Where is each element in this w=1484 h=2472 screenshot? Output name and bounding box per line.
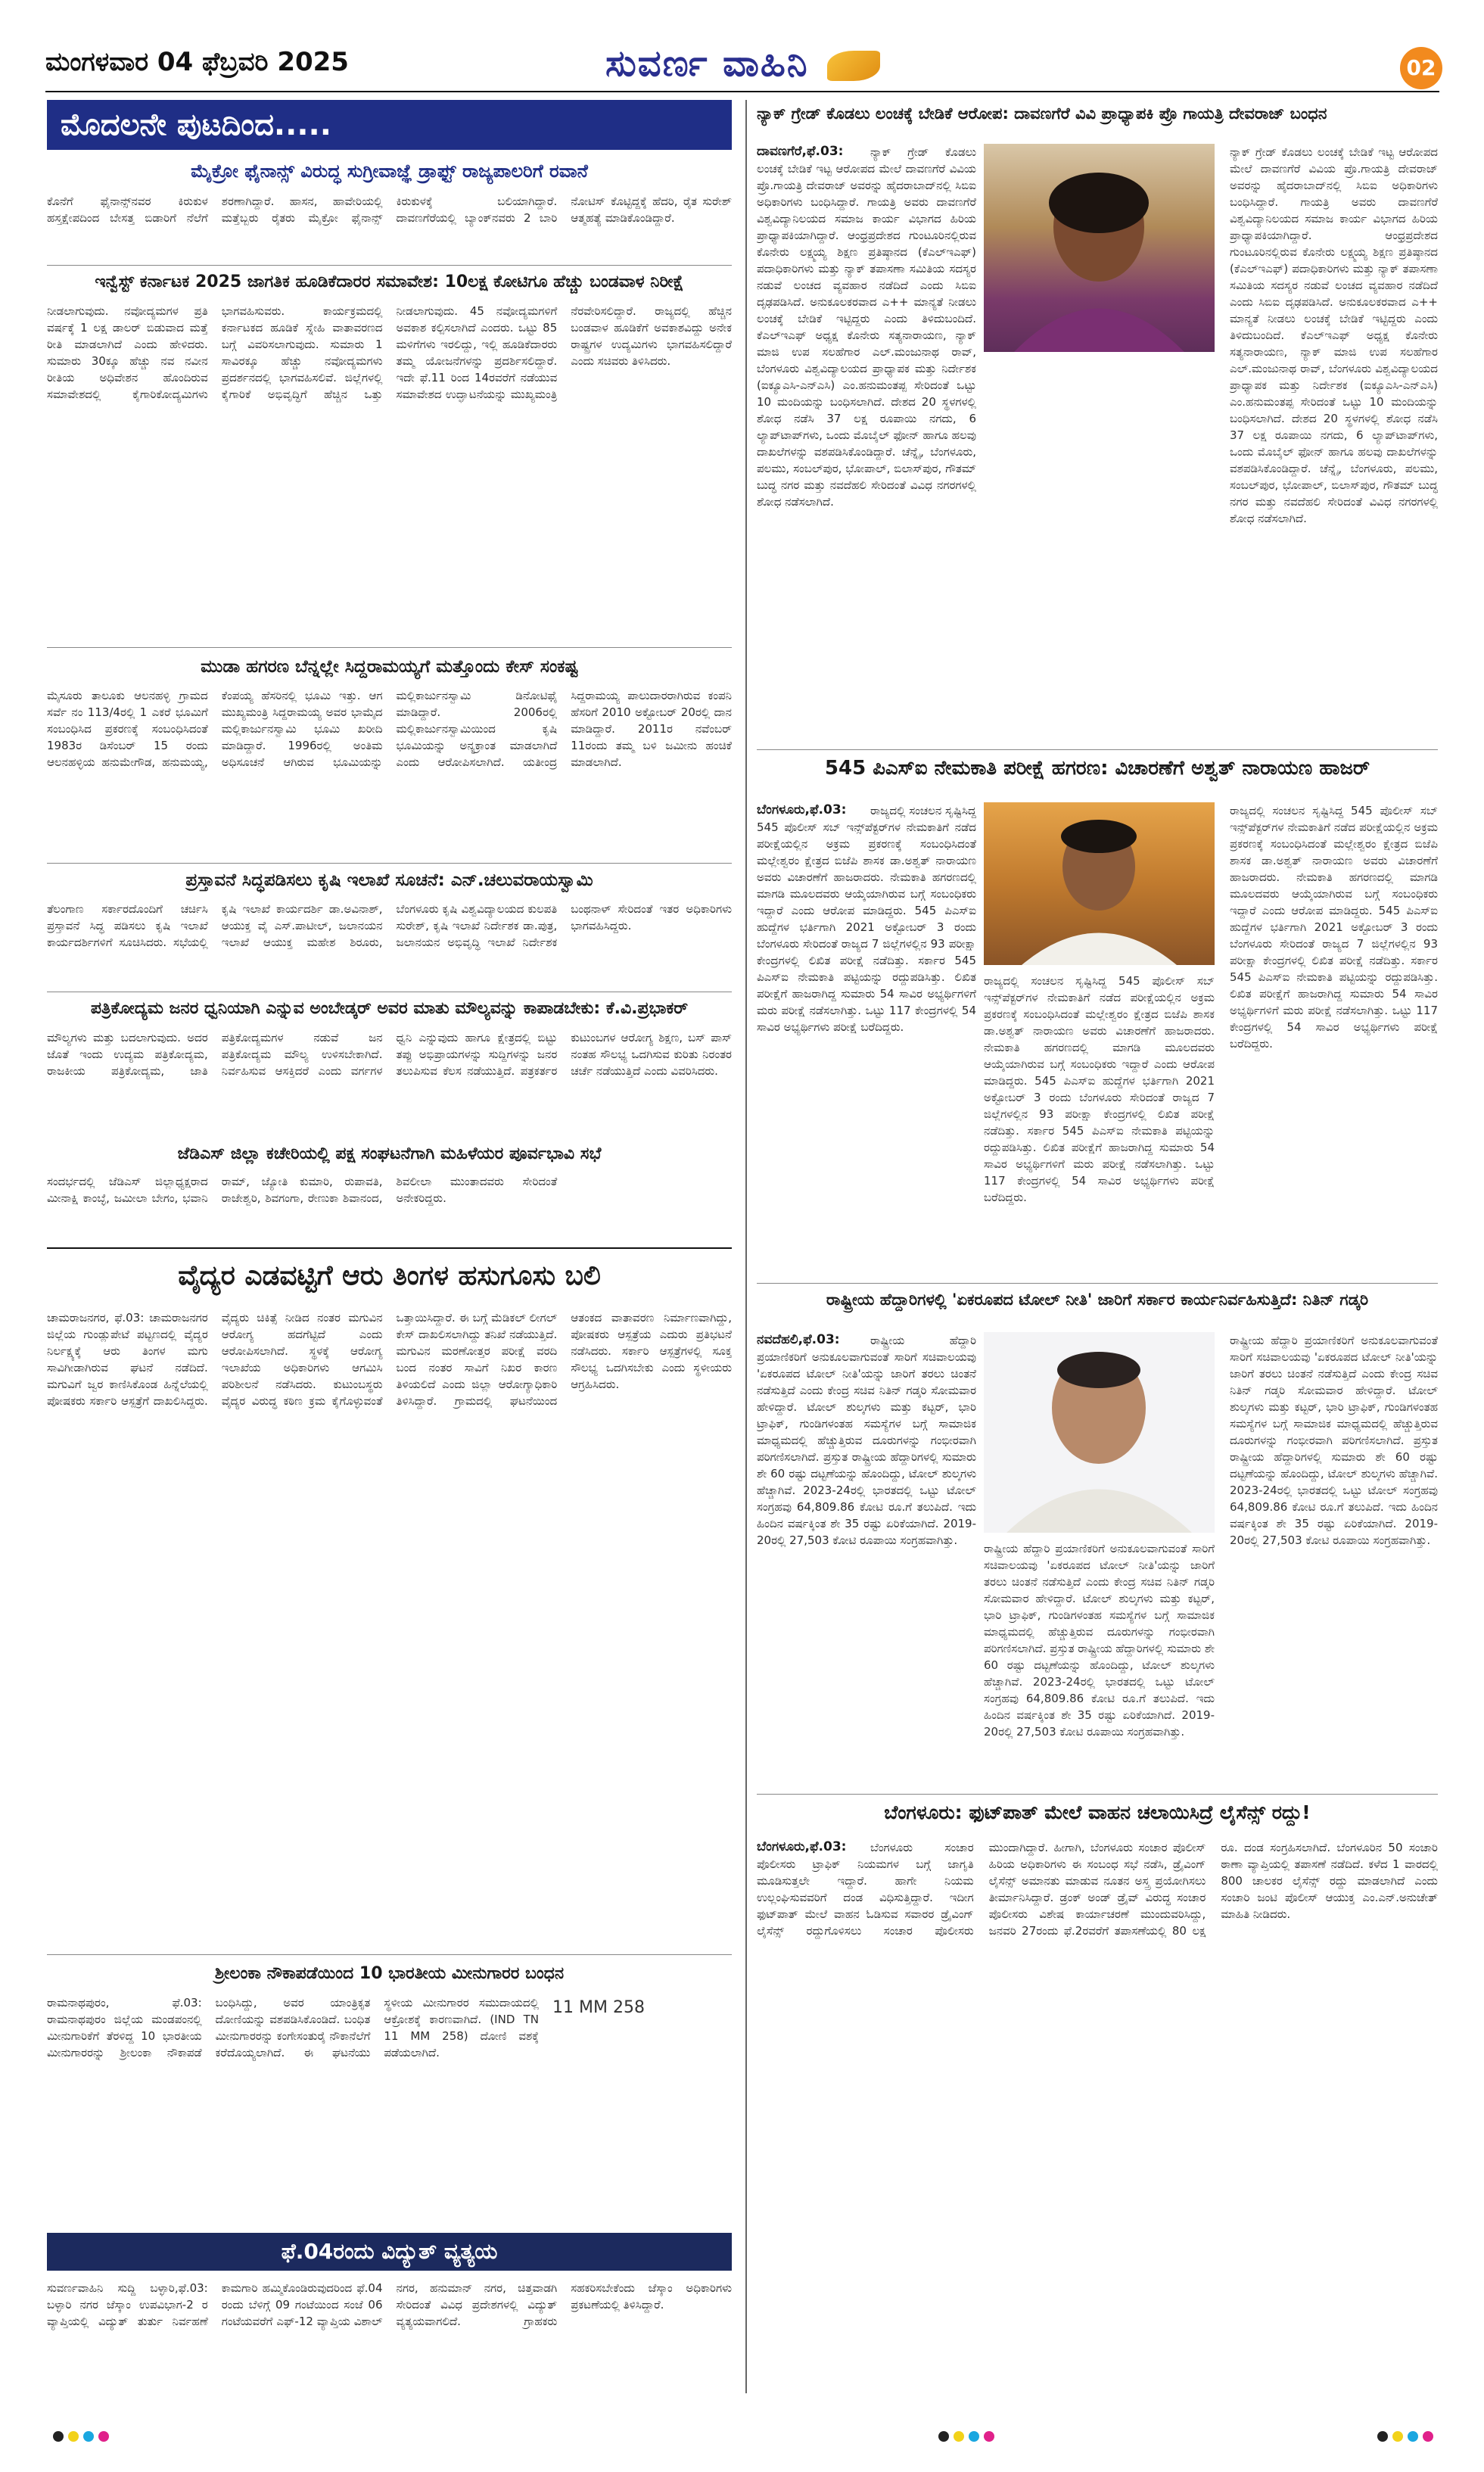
minister-photo (984, 1332, 1215, 1533)
black-dot-icon (1377, 2431, 1388, 2442)
yellow-dot-icon (68, 2431, 79, 2442)
page-number: 02 (1400, 47, 1442, 89)
section-banner: ಮೊದಲನೇ ಪುಟದಿಂದ..... (47, 100, 732, 150)
story-body: ನೀಡಲಾಗುವುದು. ನವೋದ್ಯಮಗಳ ಪ್ರತಿ ವರ್ಷಕ್ಕೆ 1 ಲಕ್ಷ ಡಾಲರ್ ಬಿಡುವಾದ ಮತ್ತೆ ರೀತಿ ಮಾಡಲಾಗಿದೆ ಎಂದು ಹೇಳಿದರು. ಸುಮಾರು 30ಕ್ಕೂ ಹೆಚ್ಚು ನವ ನವೀನ ರೀತಿಯ ಅಧಿವೇಶನ ಹೊಂದಿರುವ ಸಮಾವೇಶದಲ್ಲಿ ಕೈಗಾರಿಕೋದ್ಯಮಿಗಳು ಭಾಗವಹಿಸುವರು. ಕಾರ್ಯಕ್ರಮದಲ್ಲಿ ಕರ್ನಾಟಕದ ಹೂಡಿಕೆ ಸ್ನೇಹಿ ವಾತಾವರಣದ ಬಗ್ಗೆ ವಿವರಿಸಲಾಗುವುದು. ಸುಮಾರು 1 ಸಾವಿರಕ್ಕೂ ಹೆಚ್ಚು ನವೋದ್ಯಮಗಳು ಪ್ರದರ್ಶನದಲ್ಲಿ ಭಾಗವಹಿಸಲಿವೆ. ಜಿಲ್ಲೆಗಳಲ್ಲಿ ಕೈಗಾರಿಕೆ ಅಭಿವೃದ್ಧಿಗೆ ಹೆಚ್ಚಿನ ಒತ್ತು ನೀಡಲಾಗುವುದು. 45 ನವೋದ್ಯಮಗಳಿಗೆ ಅವಕಾಶ ಕಲ್ಪಿಸಲಾಗಿದೆ ಎಂದರು. ಒಟ್ಟು 85 ಮಳಿಗೆಗಳು ಇರಲಿದ್ದು, ಇಲ್ಲಿ ಹೂಡಿಕೆದಾರರು ತಮ್ಮ ಯೋಜನೆಗಳನ್ನು ಪ್ರದರ್ಶಿಸಲಿದ್ದಾರೆ. ಇದೇ ಫೆ.11 ರಿಂದ 14ರವರೆಗೆ ನಡೆಯುವ ಸಮಾವೇಶದ ಉದ್ಘಾಟನೆಯನ್ನು ಮುಖ್ಯಮಂತ್ರಿ ನೆರವೇರಿಸಲಿದ್ದಾರೆ. ರಾಜ್ಯದಲ್ಲಿ ಹೆಚ್ಚಿನ ಬಂಡವಾಳ ಹೂಡಿಕೆಗೆ ಅವಕಾಶವಿದ್ದು ಅನೇಕ ರಾಷ್ಟ್ರಗಳ ಉದ್ಯಮಿಗಳು ಭಾಗವಹಿಸಲಿದ್ದಾರೆ ಎಂದು ಸಚಿವರು ತಿಳಿಸಿದರು. (47, 304, 732, 401)
story-body: ರಾಮನಾಥಪುರಂ, ಫೆ.03: ರಾಮನಾಥಪುರಂ ಜಿಲ್ಲೆಯ ಮಂಡಪಂನಲ್ಲಿ ಮೀನುಗಾರಿಕೆಗೆ ತೆರಳಿದ್ದ 10 ಭಾರತೀಯ ಮೀನುಗಾರರನ್ನು ಶ್ರೀಲಂಕಾ ನೌಕಾಪಡೆ ಬಂಧಿಸಿದ್ದು, ಅವರ ಯಾಂತ್ರಿಕೃತ ದೋಣಿಯನ್ನು ವಶಪಡಿಸಿಕೊಂಡಿದೆ. ಬಂಧಿತ ಮೀನುಗಾರರನ್ನು ಕಂಗೇಸಂತುರೈ ನೌಕಾನೆಲೆಗೆ ಕರೆದೊಯ್ಯಲಾಗಿದೆ. ಈ ಘಟನೆಯು ಸ್ಥಳೀಯ ಮೀನುಗಾರರ ಸಮುದಾಯದಲ್ಲಿ ಆಕ್ರೋಶಕ್ಕೆ ಕಾರಣವಾಗಿದೆ. (IND TN 11 MM 258) ದೋಣಿ ವಶಕ್ಕೆ ಪಡೆಯಲಾಗಿದೆ. (47, 1996, 539, 2059)
portrait-figure-icon (984, 802, 1215, 965)
story-headline: ಶ್ರೀಲಂಕಾ ನೌಕಾಪಡೆಯಿಂದ 10 ಭಾರತೀಯ ಮೀನುಗಾರರ ಬಂಧನ (214, 1964, 565, 1983)
story-body: ಮೈಸೂರು ತಾಲೂಕು ಆಲನಹಳ್ಳಿ ಗ್ರಾಮದ ಸರ್ವೆ ನಂ 113/4ರಲ್ಲಿ 1 ಎಕರೆ ಭೂಮಿಗೆ ಸಂಬಂಧಿಸಿದ ಪ್ರಕರಣಕ್ಕೆ ಸಂಬಂಧಿಸಿದಂತೆ 1983ರ ಡಿಸೆಂಬರ್ 15 ರಂದು ಆಲನಹಳ್ಳಿಯ ಹನುಮೇಗೌಡ, ಹನುಮಯ್ಯ, ಕೆಂಪಯ್ಯ ಹೆಸರಿನಲ್ಲಿ ಭೂಮಿ ಇತ್ತು. ಆಗ ಮುಖ್ಯಮಂತ್ರಿ ಸಿದ್ದರಾಮಯ್ಯ ಅವರ ಭಾಮೈದ ಮಲ್ಲಿಕಾರ್ಜುನಸ್ವಾಮಿ ಭೂಮಿ ಖರೀದಿ ಮಾಡಿದ್ದಾರೆ. 1996ರಲ್ಲಿ ಅಂತಿಮ ಅಧಿಸೂಚನೆ ಆಗಿರುವ ಭೂಮಿಯನ್ನು ಮಲ್ಲಿಕಾರ್ಜುನಸ್ವಾಮಿ ಡಿನೋಟಿಫೈ ಮಾಡಿದ್ದಾರೆ. 2006ರಲ್ಲಿ ಮಲ್ಲಿಕಾರ್ಜುನಸ್ವಾಮಿಯಿಂದ ಕೃಷಿ ಭೂಮಿಯನ್ನು ಅನ್ಯಕ್ರಾಂತ ಮಾಡಲಾಗಿದೆ ಎಂದು ಆರೋಪಿಸಲಾಗಿದೆ. ಯತೀಂದ್ರ ಸಿದ್ದರಾಮಯ್ಯ ಪಾಲುದಾರರಾಗಿರುವ ಕಂಪನಿ ಹೆಸರಿಗೆ 2010 ಅಕ್ಟೋಬರ್ 20ರಲ್ಲಿ ದಾನ ಮಾಡಿದ್ದಾರೆ. 2011ರ ನವೆಂಬರ್ 11ರಂದು ತಮ್ಮ ಬಳಿ ಜಮೀನು ಹಂಚಿಕೆ ಮಾಡಲಾಗಿದೆ. (47, 689, 732, 769)
story-body: ತೆಲಂಗಾಣ ಸರ್ಕಾರದೊಂದಿಗೆ ಚರ್ಚಿಸಿ ಪ್ರಸ್ತಾವನೆ ಸಿದ್ಧ ಪಡಿಸಲು ಕೃಷಿ ಇಲಾಖೆ ಕಾರ್ಯದರ್ಶಿಗಳಿಗೆ ಸೂಚಿಸಿದರು. ಸಭೆಯಲ್ಲಿ ಕೃಷಿ ಇಲಾಖೆ ಕಾರ್ಯದರ್ಶಿ ಡಾ.ಅವಿನಾಶ್, ಆಯುಕ್ತ ವೈ ಎಸ್.ಪಾಟೀಲ್, ಜಲಾನಯನ ಇಲಾಖೆ ಆಯುಕ್ತ ಮಹೇಶ ಶಿರೂರು, ಬೆಂಗಳೂರು ಕೃಷಿ ವಿಶ್ವವಿದ್ಯಾಲಯದ ಕುಲಪತಿ ಸುರೇಶ್, ಕೃಷಿ ಇಲಾಖೆ ನಿರ್ದೇಶಕ ಡಾ.ಪುತ್ರ, ಜಲಾನಯನ ಅಭಿವೃದ್ಧಿ ಇಲಾಖೆ ನಿರ್ದೇಶಕ ಬಂಥನಾಳ್ ಸೇರಿದಂತೆ ಇತರ ಅಧಿಕಾರಿಗಳು ಭಾಗವಹಿಸಿದ್ದರು. (47, 902, 732, 949)
yellow-dot-icon (1392, 2431, 1403, 2442)
story-body-continued: ರಾಜ್ಯದಲ್ಲಿ ಸಂಚಲನ ಸೃಷ್ಟಿಸಿದ್ದ 545 ಪೊಲೀಸ್ ಸಬ್ ಇನ್ಸ್‌ಪೆಕ್ಟರ್‌ಗಳ ನೇಮಕಾತಿಗೆ ನಡೆದ ಪರೀಕ್ಷೆಯಲ್ಲಿನ ಅಕ್ರಮ ಪ್ರಕರಣಕ್ಕೆ ಸಂಬಂಧಿಸಿದಂತೆ ಮಲ್ಲೇಶ್ವರಂ ಕ್ಷೇತ್ರದ ಬಿಜೆಪಿ ಶಾಸಕ ಡಾ.ಅಶ್ವತ್ ನಾರಾಯಣ ಅವರು ವಿಚಾರಣೆಗೆ ಹಾಜರಾದರು. ನೇಮಕಾತಿ ಹಗರಣದಲ್ಲಿ ಮಾಗಡಿ ಮೂಲದವರು ಆಯ್ಕೆಯಾಗಿರುವ ಬಗ್ಗೆ ಸಂಬಂಧಿಕರು ಇದ್ದಾರೆ ಎಂದು ಆರೋಪ ಮಾಡಿದ್ದರು. 545 ಪಿಎಸ್‌ಐ ಹುದ್ದೆಗಳ ಭರ್ತಿಗಾಗಿ 2021 ಅಕ್ಟೋಬರ್ 3 ರಂದು ಬೆಂಗಳೂರು ಸೇರಿದಂತೆ ರಾಜ್ಯದ 7 ಜಿಲ್ಲೆಗಳಲ್ಲಿನ 93 ಪರೀಕ್ಷಾ ಕೇಂದ್ರಗಳಲ್ಲಿ ಲಿಖಿತ ಪರೀಕ್ಷೆ ನಡೆದಿತ್ತು. ಸರ್ಕಾರ 545 ಪಿಎಸ್‌ಐ ನೇಮಕಾತಿ ಪಟ್ಟಿಯನ್ನು ರದ್ದುಪಡಿಸಿತ್ತು. ಲಿಖಿತ ಪರೀಕ್ಷೆಗೆ ಹಾಜರಾಗಿದ್ದ ಸುಮಾರು 54 ಸಾವಿರ ಅಭ್ಯರ್ಥಿಗಳಿಗೆ ಮರು ಪರೀಕ್ಷೆ ನಡೆಸಲಾಗಿತ್ತು. ಒಟ್ಟು 117 ಕೇಂದ್ರಗಳಲ್ಲಿ 54 ಸಾವಿರ ಅಭ್ಯರ್ಥಿಗಳು ಪರೀಕ್ಷೆ ಬರೆದಿದ್ದರು. (1230, 804, 1438, 1051)
black-dot-icon (53, 2431, 64, 2442)
cyan-dot-icon (1408, 2431, 1418, 2442)
registration-marks (938, 2431, 994, 2442)
story-body: ಸುವರ್ಣವಾಹಿನಿ ಸುದ್ದಿ ಬಳ್ಳಾರಿ,ಫೆ.03: ಬಳ್ಳಾರಿ ನಗರ ಜೆಸ್ಕಾಂ ಉಪವಿಭಾಗ-2 ರ ವ್ಯಾಪ್ತಿಯಲ್ಲಿ ವಿದ್ಯುತ್ ತುರ್ತು ನಿರ್ವಹಣೆ ಕಾಮಗಾರಿ ಹಮ್ಮಿಕೊಂಡಿರುವುದರಿಂದ ಫೆ.04 ರಂದು ಬೆಳಿಗ್ಗೆ 09 ಗಂಟೆಯಿಂದ ಸಂಜೆ 06 ಗಂಟೆಯವರೆಗೆ ಎಫ್-12 ವ್ಯಾಪ್ತಿಯ ವಿಶಾಲ್ ನಗರ, ಹನುಮಾನ್ ನಗರ, ಚಿತ್ತವಾಡಗಿ ಸೇರಿದಂತೆ ವಿವಿಧ ಪ್ರದೇಶಗಳಲ್ಲಿ ವಿದ್ಯುತ್ ವ್ಯತ್ಯಯವಾಗಲಿದೆ. ಗ್ರಾಹಕರು ಸಹಕರಿಸಬೇಕೆಂದು ಜೆಸ್ಕಾಂ ಅಧಿಕಾರಿಗಳು ಪ್ರಕಟಣೆಯಲ್ಲಿ ತಿಳಿಸಿದ್ದಾರೆ. (47, 2281, 732, 2328)
magenta-dot-icon (98, 2431, 109, 2442)
dateline: ಬೆಂಗಳೂರು,ಫೆ.03: (757, 1839, 847, 1854)
dateline: ದಾವಣಗೆರೆ,ಫೆ.03: (757, 144, 844, 159)
divider (47, 265, 732, 266)
story-body: ಬೆಂಗಳೂರು ಸಂಚಾರ ಪೊಲೀಸರು ಟ್ರಾಫಿಕ್ ನಿಯಮಗಳ ಬಗ್ಗೆ ಜಾಗೃತಿ ಮೂಡಿಸುತ್ತಲೇ ಇದ್ದಾರೆ. ಹಾಗೇ ನಿಯಮ ಉಲ್ಲಂಘಿಸುವವರಿಗೆ ದಂಡ ವಿಧಿಸುತ್ತಿದ್ದಾರೆ. ಇದೀಗ ಫುಟ್‌ಪಾತ್ ಮೇಲೆ ವಾಹನ ಓಡಿಸುವ ಸವಾರರ ಡ್ರೈವಿಂಗ್ ಲೈಸೆನ್ಸ್ ರದ್ದುಗೊಳಿಸಲು ಸಂಚಾರ ಪೊಲೀಸರು ಮುಂದಾಗಿದ್ದಾರೆ. ಹೀಗಾಗಿ, ಬೆಂಗಳೂರು ಸಂಚಾರ ಪೊಲೀಸ್ ಹಿರಿಯ ಅಧಿಕಾರಿಗಳು ಈ ಸಂಬಂಧ ಸಭೆ ನಡೆಸಿ, ಡ್ರೈವಿಂಗ್ ಲೈಸೆನ್ಸ್ ಅಮಾನತು ಮಾಡುವ ನೂತನ ಅಸ್ತ್ರ ಪ್ರಯೋಗಿಸಲು ತೀರ್ಮಾನಿಸಿದ್ದಾರೆ. ಡ್ರಂಕ್ ಅಂಡ್ ಡ್ರೈವ್ ವಿರುದ್ಧ ಸಂಚಾರ ಪೊಲೀಸರು ವಿಶೇಷ ಕಾರ್ಯಾಚರಣೆ ಮುಂದುವರಿಸಿದ್ದು, ಜನವರಿ 27ರಂದು ಫೆ.2ರವರೆಗೆ ತಪಾಸಣೆಯಲ್ಲಿ 80 ಲಕ್ಷ ರೂ. ದಂಡ ಸಂಗ್ರಹಿಸಲಾಗಿದೆ. ಬೆಂಗಳೂರಿನ 50 ಸಂಚಾರಿ ಠಾಣಾ ವ್ಯಾಪ್ತಿಯಲ್ಲಿ ತಪಾಸಣೆ ನಡೆದಿದೆ. ಕಳೆದ 1 ವಾರದಲ್ಲಿ 800 ಚಾಲಕರ ಲೈಸೆನ್ಸ್ ರದ್ದು ಮಾಡಲಾಗಿದೆ ಎಂದು ಸಂಚಾರಿ ಜಂಟಿ ಪೊಲೀಸ್ ಆಯುಕ್ತ ಎಂ.ಎನ್.ಅನುಚೇತ್ ಮಾಹಿತಿ ನೀಡಿದರು. (757, 1841, 1438, 1938)
magenta-dot-icon (984, 2431, 994, 2442)
story-body: ಕೊನೆಗೆ ಫೈನಾನ್ಸ್‌ನವರ ಕಿರುಕುಳ ಹಸ್ತಕ್ಷೇಪದಿಂದ ಬೇಸತ್ತ ಬಿಡಾರಿಗೆ ನೆಲೆಗೆ ಶರಣಾಗಿದ್ದಾರೆ. ಹಾಸನ, ಹಾವೇರಿಯಲ್ಲಿ ಮತ್ತೆಬ್ಬರು ರೈತರು ಮೈಕ್ರೋ ಫೈನಾನ್ಸ್ ಕಿರುಕುಳಕ್ಕೆ ಬಲಿಯಾಗಿದ್ದಾರೆ. ದಾವಣಗೆರೆಯಲ್ಲಿ ಬ್ಯಾಂಕ್‌ನವರು 2 ಬಾರಿ ನೋಟಿಸ್ ಕೊಟ್ಟಿದ್ದಕ್ಕೆ ಹೆದರಿ, ರೈತ ಸುರೇಶ್ ಆತ್ಮಹತ್ಯೆ ಮಾಡಿಕೊಂಡಿದ್ದಾರೆ. (47, 195, 732, 225)
header-rule (45, 91, 1439, 92)
magenta-dot-icon (1423, 2431, 1433, 2442)
divider (757, 749, 1438, 750)
story-body: ಚಾಮರಾಜನಗರ, ಫೆ.03: ಚಾಮರಾಜನಗರ ಜಿಲ್ಲೆಯ ಗುಂಡ್ಲುಪೇಟೆ ಪಟ್ಟಣದಲ್ಲಿ ವೈದ್ಯರ ನಿರ್ಲಕ್ಷ್ಯಕ್ಕೆ ಆರು ತಿಂಗಳ ಮಗು ಸಾವಿಗೀಡಾಗಿರುವ ಘಟನೆ ನಡೆದಿದೆ. ಮಗುವಿಗೆ ಜ್ವರ ಕಾಣಿಸಿಕೊಂಡ ಹಿನ್ನೆಲೆಯಲ್ಲಿ ಪೋಷಕರು ಸರ್ಕಾರಿ ಆಸ್ಪತ್ರೆಗೆ ದಾಖಲಿಸಿದ್ದರು. ವೈದ್ಯರು ಚಿಕಿತ್ಸೆ ನೀಡಿದ ನಂತರ ಮಗುವಿನ ಆರೋಗ್ಯ ಹದಗೆಟ್ಟಿದೆ ಎಂದು ಆರೋಪಿಸಲಾಗಿದೆ. ಸ್ಥಳಕ್ಕೆ ಆರೋಗ್ಯ ಇಲಾಖೆಯ ಅಧಿಕಾರಿಗಳು ಆಗಮಿಸಿ ಪರಿಶೀಲನೆ ನಡೆಸಿದರು. ಕುಟುಂಬಸ್ಥರು ವೈದ್ಯರ ವಿರುದ್ಧ ಕಠಿಣ ಕ್ರಮ ಕೈಗೊಳ್ಳುವಂತೆ ಒತ್ತಾಯಿಸಿದ್ದಾರೆ. ಈ ಬಗ್ಗೆ ಮೆಡಿಕಲ್ ಲೀಗಲ್ ಕೇಸ್ ದಾಖಲಿಸಲಾಗಿದ್ದು ತನಿಖೆ ನಡೆಯುತ್ತಿದೆ. ಮಗುವಿನ ಮರಣೋತ್ತರ ಪರೀಕ್ಷೆ ವರದಿ ಬಂದ ನಂತರ ಸಾವಿಗೆ ನಿಖರ ಕಾರಣ ತಿಳಿಯಲಿದೆ ಎಂದು ಜಿಲ್ಲಾ ಆರೋಗ್ಯಾಧಿಕಾರಿ ತಿಳಿಸಿದ್ದಾರೆ. ಗ್ರಾಮದಲ್ಲಿ ಘಟನೆಯಿಂದ ಆತಂಕದ ವಾತಾವರಣ ನಿರ್ಮಾಣವಾಗಿದ್ದು, ಪೋಷಕರು ಆಸ್ಪತ್ರೆಯ ಎದುರು ಪ್ರತಿಭಟನೆ ನಡೆಸಿದರು. ಸರ್ಕಾರಿ ಆಸ್ಪತ್ರೆಗಳಲ್ಲಿ ಸೂಕ್ತ ಸೌಲಭ್ಯ ಒದಗಿಸಬೇಕು ಎಂದು ಸ್ಥಳೀಯರು ಆಗ್ರಹಿಸಿದರು. (47, 1311, 732, 1408)
registration-marks (53, 2431, 109, 2442)
story-body-continued: ನ್ಯಾಕ್ ಗ್ರೇಡ್ ಕೊಡಲು ಲಂಚಕ್ಕೆ ಬೇಡಿಕೆ ಇಟ್ಟ ಆರೋಪದ ಮೇಲೆ ದಾವಣಗೆರೆ ವಿವಿಯ ಪ್ರೊ.ಗಾಯತ್ರಿ ದೇವರಾಜ್ ಅವರನ್ನು ಹೈದರಾಬಾದ್‌ನಲ್ಲಿ ಸಿಬಿಐ ಅಧಿಕಾರಿಗಳು ಬಂಧಿಸಿದ್ದಾರೆ. ಗಾಯತ್ರಿ ಅವರು ದಾವಣಗೆರೆ ವಿಶ್ವವಿದ್ಯಾನಿಲಯದ ಸಮಾಜ ಕಾರ್ಯ ವಿಭಾಗದ ಹಿರಿಯ ಪ್ರಾಧ್ಯಾಪಕಿಯಾಗಿದ್ದಾರೆ. ಆಂಧ್ರಪ್ರದೇಶದ ಗುಂಟೂರಿನಲ್ಲಿರುವ ಕೊನೇರು ಲಕ್ಷ್ಮಯ್ಯ ಶಿಕ್ಷಣ ಪ್ರತಿಷ್ಠಾನದ (ಕೆಎಲ್‌ಇಎಫ್) ಪದಾಧಿಕಾರಿಗಳು ಮತ್ತು ನ್ಯಾಕ್ ತಪಾಸಣಾ ಸಮಿತಿಯ ಸದಸ್ಯರ ನಡುವೆ ಲಂಚದ ವ್ಯವಹಾರ ನಡೆದಿದೆ ಎಂದು ಸಿಬಿಐ ದೃಢಪಡಿಸಿದೆ. ಅನುಕೂಲಕರವಾದ ಎ++ ಮಾನ್ಯತೆ ನೀಡಲು ಲಂಚಕ್ಕೆ ಬೇಡಿಕೆ ಇಟ್ಟಿದ್ದರು ಎಂದು ತಿಳಿದುಬಂದಿದೆ. ಕೆಎಲ್‌ಇಎಫ್ ಅಧ್ಯಕ್ಷ ಕೊನೇರು ಸತ್ಯನಾರಾಯಣ, ನ್ಯಾಕ್ ಮಾಜಿ ಉಪ ಸಲಹೆಗಾರ ಎಲ್.ಮಂಜುನಾಥ ರಾವ್, ಬೆಂಗಳೂರು ವಿಶ್ವವಿದ್ಯಾಲಯದ ಪ್ರಾಧ್ಯಾಪಕ ಮತ್ತು ನಿರ್ದೇಶಕ (ಐಕ್ಯೂಎಸಿ-ಎನ್‌ಎಸಿ) ಎಂ.ಹನುಮಂತಪ್ಪ ಸೇರಿದಂತೆ ಒಟ್ಟು 10 ಮಂದಿಯನ್ನು ಬಂಧಿಸಲಾಗಿದೆ. ದೇಶದ 20 ಸ್ಥಳಗಳಲ್ಲಿ ಶೋಧ ನಡೆಸಿ 37 ಲಕ್ಷ ರೂಪಾಯಿ ನಗದು, 6 ಲ್ಯಾಪ್‌ಟಾಪ್‌ಗಳು, ಒಂದು ಮೊಬೈಲ್ ಫೋನ್ ಹಾಗೂ ಹಲವು ದಾಖಲೆಗಳನ್ನು ವಶಪಡಿಸಿಕೊಂಡಿದ್ದಾರೆ. ಚೆನ್ನೈ, ಬೆಂಗಳೂರು, ಪಲಮು, ಸಂಬಲ್‌ಪುರ, ಭೋಪಾಲ್, ಬಿಲಾಸ್‌ಪುರ, ಗೌತಮ್ ಬುದ್ಧ ನಗರ ಮತ್ತು ನವದೆಹಲಿ ಸೇರಿದಂತೆ ವಿವಿಧ ನಗರಗಳಲ್ಲಿ ಶೋಧ ನಡೆಸಲಾಗಿದೆ. (1230, 145, 1438, 525)
cyan-dot-icon (83, 2431, 94, 2442)
issue-date: ಮಂಗಳವಾರ 04 ಫೆಬ್ರವರಿ 2025 (45, 47, 349, 77)
masthead-logo-icon (827, 51, 880, 81)
divider (757, 1794, 1438, 1795)
story-body-continued: ರಾಷ್ಟ್ರೀಯ ಹೆದ್ದಾರಿ ಪ್ರಯಾಣಿಕರಿಗೆ ಅನುಕೂಲವಾಗುವಂತೆ ಸಾರಿಗೆ ಸಚಿವಾಲಯವು 'ಏಕರೂಪದ ಟೋಲ್ ನೀತಿ'ಯನ್ನು ಜಾರಿಗೆ ತರಲು ಚಿಂತನೆ ನಡೆಸುತ್ತಿದೆ ಎಂದು ಕೇಂದ್ರ ಸಚಿವ ನಿತಿನ್ ಗಡ್ಕರಿ ಸೋಮವಾರ ಹೇಳಿದ್ದಾರೆ. ಟೋಲ್ ಶುಲ್ಕಗಳು ಮತ್ತು ಕಟ್ಟರ್, ಭಾರಿ ಟ್ರಾಫಿಕ್, ಗುಂಡಿಗಳಂತಹ ಸಮಸ್ಯೆಗಳ ಬಗ್ಗೆ ಸಾಮಾಜಿಕ ಮಾಧ್ಯಮದಲ್ಲಿ ಹೆಚ್ಚುತ್ತಿರುವ ದೂರುಗಳನ್ನು ಗಂಭೀರವಾಗಿ ಪರಿಗಣಿಸಲಾಗಿದೆ. ಪ್ರಸ್ತುತ ರಾಷ್ಟ್ರೀಯ ಹೆದ್ದಾರಿಗಳಲ್ಲಿ ಸುಮಾರು ಶೇ 60 ರಷ್ಟು ದಟ್ಟಣೆಯನ್ನು ಹೊಂದಿದ್ದು, ಟೋಲ್ ಶುಲ್ಕಗಳು ಹೆಚ್ಚಾಗಿವೆ. 2023-24ರಲ್ಲಿ ಭಾರತದಲ್ಲಿ ಒಟ್ಟು ಟೋಲ್ ಸಂಗ್ರಹವು 64,809.86 ಕೋಟಿ ರೂ.ಗೆ ತಲುಪಿದೆ. ಇದು ಹಿಂದಿನ ವರ್ಷಕ್ಕಿಂತ ಶೇ 35 ರಷ್ಟು ಏರಿಕೆಯಾಗಿದೆ. 2019-20ರಲ್ಲಿ 27,503 ಕೋಟಿ ರೂಪಾಯಿ ಸಂಗ್ರಹವಾಗಿತ್ತು. (1230, 1334, 1438, 1547)
story-headline: ಫೆ.04ರಂದು ವಿದ್ಯುತ್ ವ್ಯತ್ಯಯ (47, 2233, 732, 2271)
masthead-text: ಸುವರ್ಣ ವಾಹಿನಿ (605, 42, 809, 85)
black-dot-icon (938, 2431, 949, 2442)
portrait-figure-icon (984, 144, 1215, 352)
story-headline: ಪ್ರಸ್ತಾವನೆ ಸಿದ್ಧಪಡಿಸಲು ಕೃಷಿ ಇಲಾಖೆ ಸೂಚನೆ: ಎನ್.ಚಲುವರಾಯಸ್ವಾಮಿ (185, 870, 593, 890)
column-divider (745, 100, 747, 2393)
story-body: ಮೌಲ್ಯಗಳು ಮತ್ತು ಬದಲಾಗುವುದು. ಅದರ ಜೊತೆ ಇಂದು ಉದ್ಯಮ ಪತ್ರಿಕೋದ್ಯಮ, ರಾಜಕೀಯ ಪತ್ರಿಕೋದ್ಯಮ, ಜಾತಿ ಪತ್ರಿಕೋದ್ಯಮಗಳ ನಡುವೆ ಜನ ಪತ್ರಿಕೋದ್ಯಮ ಮೌಲ್ಯ ಉಳಿಸಬೇಕಾಗಿದೆ. ನಿರ್ವಹಿಸುವ ಆಸಕ್ತಿದರೆ ಎಂದು ವರ್ಗಗಳ ಧ್ವನಿ ಎನ್ನುವುದು ಹಾಗೂ ಕ್ಷೇತ್ರದಲ್ಲಿ ಬಿಟ್ಟು ತಪ್ಪು ಅಭಿಪ್ರಾಯಗಳನ್ನು ಸುದ್ದಿಗಳನ್ನು ಜನರ ತಲುಪಿಸುವ ಕೆಲಸ ನಡೆಯುತ್ತಿದೆ. ಪತ್ರಕರ್ತರ ಕುಟುಂಬಗಳ ಆರೋಗ್ಯ ಶಿಕ್ಷಣ, ಬಸ್ ಪಾಸ್ ನಂತಹ ಸೌಲಭ್ಯ ಒದಗಿಸುವ ಕುರಿತು ನಿರಂತರ ಚರ್ಚೆ ನಡೆಯುತ್ತಿದೆ ಎಂದು ವಿವರಿಸಿದರು. (47, 1031, 732, 1078)
story-headline: ಜೆಡಿಎಸ್ ಜಿಲ್ಲಾ ಕಚೇರಿಯಲ್ಲಿ ಪಕ್ಷ ಸಂಘಟನೆಗಾಗಿ ಮಹಿಳೆಯರ ಪೂರ್ವಭಾವಿ ಸಭೆ (177, 1144, 602, 1163)
story-headline: ಬೆಂಗಳೂರು: ಫುಟ್‌ಪಾತ್ ಮೇಲೆ ವಾಹನ ಚಲಾಯಿಸಿದ್ರೆ ಲೈಸೆನ್ಸ್ ರದ್ದು! (884, 1801, 1311, 1823)
story-body: ರಾಜ್ಯದಲ್ಲಿ ಸಂಚಲನ ಸೃಷ್ಟಿಸಿದ್ದ 545 ಪೊಲೀಸ್ ಸಬ್ ಇನ್ಸ್‌ಪೆಕ್ಟರ್‌ಗಳ ನೇಮಕಾತಿಗೆ ನಡೆದ ಪರೀಕ್ಷೆಯಲ್ಲಿನ ಅಕ್ರಮ ಪ್ರಕರಣಕ್ಕೆ ಸಂಬಂಧಿಸಿದಂತೆ ಮಲ್ಲೇಶ್ವರಂ ಕ್ಷೇತ್ರದ ಬಿಜೆಪಿ ಶಾಸಕ ಡಾ.ಅಶ್ವತ್ ನಾರಾಯಣ ಅವರು ವಿಚಾರಣೆಗೆ ಹಾಜರಾದರು. ನೇಮಕಾತಿ ಹಗರಣದಲ್ಲಿ ಮಾಗಡಿ ಮೂಲದವರು ಆಯ್ಕೆಯಾಗಿರುವ ಬಗ್ಗೆ ಸಂಬಂಧಿಕರು ಇದ್ದಾರೆ ಎಂದು ಆರೋಪ ಮಾಡಿದ್ದರು. 545 ಪಿಎಸ್‌ಐ ಹುದ್ದೆಗಳ ಭರ್ತಿಗಾಗಿ 2021 ಅಕ್ಟೋಬರ್ 3 ರಂದು ಬೆಂಗಳೂರು ಸೇರಿದಂತೆ ರಾಜ್ಯದ 7 ಜಿಲ್ಲೆಗಳಲ್ಲಿನ 93 ಪರೀಕ್ಷಾ ಕೇಂದ್ರಗಳಲ್ಲಿ ಲಿಖಿತ ಪರೀಕ್ಷೆ ನಡೆದಿತ್ತು. ಸರ್ಕಾರ 545 ಪಿಎಸ್‌ಐ ನೇಮಕಾತಿ ಪಟ್ಟಿಯನ್ನು ರದ್ದುಪಡಿಸಿತ್ತು. ಲಿಖಿತ ಪರೀಕ್ಷೆಗೆ ಹಾಜರಾಗಿದ್ದ ಸುಮಾರು 54 ಸಾವಿರ ಅಭ್ಯರ್ಥಿಗಳಿಗೆ ಮರು ಪರೀಕ್ಷೆ ನಡೆಸಲಾಗಿತ್ತು. ಒಟ್ಟು 117 ಕೇಂದ್ರಗಳಲ್ಲಿ 54 ಸಾವಿರ ಅಭ್ಯರ್ಥಿಗಳು ಪರೀಕ್ಷೆ ಬರೆದಿದ್ದರು. (757, 804, 976, 1034)
story-body: ನ್ಯಾಕ್ ಗ್ರೇಡ್ ಕೊಡಲು ಲಂಚಕ್ಕೆ ಬೇಡಿಕೆ ಇಟ್ಟ ಆರೋಪದ ಮೇಲೆ ದಾವಣಗೆರೆ ವಿವಿಯ ಪ್ರೊ.ಗಾಯತ್ರಿ ದೇವರಾಜ್ ಅವರನ್ನು ಹೈದರಾಬಾದ್‌ನಲ್ಲಿ ಸಿಬಿಐ ಅಧಿಕಾರಿಗಳು ಬಂಧಿಸಿದ್ದಾರೆ. ಗಾಯತ್ರಿ ಅವರು ದಾವಣಗೆರೆ ವಿಶ್ವವಿದ್ಯಾನಿಲಯದ ಸಮಾಜ ಕಾರ್ಯ ವಿಭಾಗದ ಹಿರಿಯ ಪ್ರಾಧ್ಯಾಪಕಿಯಾಗಿದ್ದಾರೆ. ಆಂಧ್ರಪ್ರದೇಶದ ಗುಂಟೂರಿನಲ್ಲಿರುವ ಕೊನೇರು ಲಕ್ಷ್ಮಯ್ಯ ಶಿಕ್ಷಣ ಪ್ರತಿಷ್ಠಾನದ (ಕೆಎಲ್‌ಇಎಫ್) ಪದಾಧಿಕಾರಿಗಳು ಮತ್ತು ನ್ಯಾಕ್ ತಪಾಸಣಾ ಸಮಿತಿಯ ಸದಸ್ಯರ ನಡುವೆ ಲಂಚದ ವ್ಯವಹಾರ ನಡೆದಿದೆ ಎಂದು ಸಿಬಿಐ ದೃಢಪಡಿಸಿದೆ. ಅನುಕೂಲಕರವಾದ ಎ++ ಮಾನ್ಯತೆ ನೀಡಲು ಲಂಚಕ್ಕೆ ಬೇಡಿಕೆ ಇಟ್ಟಿದ್ದರು ಎಂದು ತಿಳಿದುಬಂದಿದೆ. ಕೆಎಲ್‌ಇಎಫ್ ಅಧ್ಯಕ್ಷ ಕೊನೇರು ಸತ್ಯನಾರಾಯಣ, ನ್ಯಾಕ್ ಮಾಜಿ ಉಪ ಸಲಹೆಗಾರ ಎಲ್.ಮಂಜುನಾಥ ರಾವ್, ಬೆಂಗಳೂರು ವಿಶ್ವವಿದ್ಯಾಲಯದ ಪ್ರಾಧ್ಯಾಪಕ ಮತ್ತು ನಿರ್ದೇಶಕ (ಐಕ್ಯೂಎಸಿ-ಎನ್‌ಎಸಿ) ಎಂ.ಹನುಮಂತಪ್ಪ ಸೇರಿದಂತೆ ಒಟ್ಟು 10 ಮಂದಿಯನ್ನು ಬಂಧಿಸಲಾಗಿದೆ. ದೇಶದ 20 ಸ್ಥಳಗಳಲ್ಲಿ ಶೋಧ ನಡೆಸಿ 37 ಲಕ್ಷ ರೂಪಾಯಿ ನಗದು, 6 ಲ್ಯಾಪ್‌ಟಾಪ್‌ಗಳು, ಒಂದು ಮೊಬೈಲ್ ಫೋನ್ ಹಾಗೂ ಹಲವು ದಾಖಲೆಗಳನ್ನು ವಶಪಡಿಸಿಕೊಂಡಿದ್ದಾರೆ. ಚೆನ್ನೈ, ಬೆಂಗಳೂರು, ಪಲಮು, ಸಂಬಲ್‌ಪುರ, ಭೋಪಾಲ್, ಬಿಲಾಸ್‌ಪುರ, ಗೌತಮ್ ಬುದ್ಧ ನಗರ ಮತ್ತು ನವದೆಹಲಿ ಸೇರಿದಂತೆ ವಿವಿಧ ನಗರಗಳಲ್ಲಿ ಶೋಧ ನಡೆಸಲಾಗಿದೆ. (757, 145, 976, 509)
story-headline: ಇನ್ವೆಸ್ಟ್ ಕರ್ನಾಟಕ 2025 ಜಾಗತಿಕ ಹೂಡಿಕೆದಾರರ ಸಮಾವೇಶ: 10ಲಕ್ಷ ಕೋಟಿಗೂ ಹೆಚ್ಚು ಬಂಡವಾಳ ನಿರೀಕ್ಷೆ (95, 272, 684, 291)
cyan-dot-icon (969, 2431, 979, 2442)
divider (47, 1247, 732, 1249)
story-headline: ವೈದ್ಯರ ಎಡವಟ್ಟಿಗೆ ಆರು ತಿಂಗಳ ಹಸುಗೂಸು ಬಲಿ (178, 1260, 601, 1291)
story-body: ಸಂದರ್ಭದಲ್ಲಿ ಜೆಡಿಎಸ್ ಜಿಲ್ಲಾಧ್ಯಕ್ಷರಾದ ಮೀನಾಕ್ಷಿ ಕಾಂಬ್ಳೆ, ಜಮೀಲಾ ಬೇಗಂ, ಭವಾನಿ ರಾಮ್, ಜ್ಯೋತಿ ಕುಮಾರಿ, ರುಪಾವತಿ, ರಾಜೇಶ್ವರಿ, ಶಿವಗಂಗಾ, ರೇಣುಕಾ ಶಿವಾನಂದ, ಶಿವಲೀಲಾ ಮುಂತಾದವರು ಸೇರಿದಂತೆ ಅನೇಕರಿದ್ದರು. (47, 1175, 558, 1205)
divider (757, 1283, 1438, 1284)
registration-marks (1377, 2431, 1433, 2442)
divider (47, 647, 732, 648)
story-headline: ರಾಷ್ಟ್ರೀಯ ಹೆದ್ದಾರಿಗಳಲ್ಲಿ 'ಏಕರೂಪದ ಟೋಲ್ ನೀತಿ' ಜಾರಿಗೆ ಸರ್ಕಾರ ಕಾರ್ಯನಿರ್ವಹಿಸುತ್ತಿದೆ: ನಿತಿನ್ ಗಡ್ಕರಿ (826, 1290, 1369, 1309)
story-headline: ನ್ಯಾಕ್ ಗ್ರೇಡ್ ಕೊಡಲು ಲಂಚಕ್ಕೆ ಬೇಡಿಕೆ ಆರೋಪ: ದಾವಣಗೆರೆ ವಿವಿ ಪ್ರಾಧ್ಯಾಪಕಿ ಪ್ರೊ ಗಾಯತ್ರಿ ದೇವರಾಜ್ ಬಂಧನ (757, 104, 1327, 123)
politician-photo (984, 802, 1215, 965)
story-headline: ಮೈಕ್ರೋ ಫೈನಾನ್ಸ್ ವಿರುದ್ಧ ಸುಗ್ರೀವಾಜ್ಞೆ ಡ್ರಾಫ್ಟ್ ರಾಜ್ಯಪಾಲರಿಗೆ ರವಾನೆ (191, 160, 588, 182)
divider (47, 1954, 732, 1955)
story-body-continued: ರಾಜ್ಯದಲ್ಲಿ ಸಂಚಲನ ಸೃಷ್ಟಿಸಿದ್ದ 545 ಪೊಲೀಸ್ ಸಬ್ ಇನ್ಸ್‌ಪೆಕ್ಟರ್‌ಗಳ ನೇಮಕಾತಿಗೆ ನಡೆದ ಪರೀಕ್ಷೆಯಲ್ಲಿನ ಅಕ್ರಮ ಪ್ರಕರಣಕ್ಕೆ ಸಂಬಂಧಿಸಿದಂತೆ ಮಲ್ಲೇಶ್ವರಂ ಕ್ಷೇತ್ರದ ಬಿಜೆಪಿ ಶಾಸಕ ಡಾ.ಅಶ್ವತ್ ನಾರಾಯಣ ಅವರು ವಿಚಾರಣೆಗೆ ಹಾಜರಾದರು. ನೇಮಕಾತಿ ಹಗರಣದಲ್ಲಿ ಮಾಗಡಿ ಮೂಲದವರು ಆಯ್ಕೆಯಾಗಿರುವ ಬಗ್ಗೆ ಸಂಬಂಧಿಕರು ಇದ್ದಾರೆ ಎಂದು ಆರೋಪ ಮಾಡಿದ್ದರು. 545 ಪಿಎಸ್‌ಐ ಹುದ್ದೆಗಳ ಭರ್ತಿಗಾಗಿ 2021 ಅಕ್ಟೋಬರ್ 3 ರಂದು ಬೆಂಗಳೂರು ಸೇರಿದಂತೆ ರಾಜ್ಯದ 7 ಜಿಲ್ಲೆಗಳಲ್ಲಿನ 93 ಪರೀಕ್ಷಾ ಕೇಂದ್ರಗಳಲ್ಲಿ ಲಿಖಿತ ಪರೀಕ್ಷೆ ನಡೆದಿತ್ತು. ಸರ್ಕಾರ 545 ಪಿಎಸ್‌ಐ ನೇಮಕಾತಿ ಪಟ್ಟಿಯನ್ನು ರದ್ದುಪಡಿಸಿತ್ತು. ಲಿಖಿತ ಪರೀಕ್ಷೆಗೆ ಹಾಜರಾಗಿದ್ದ ಸುಮಾರು 54 ಸಾವಿರ ಅಭ್ಯರ್ಥಿಗಳಿಗೆ ಮರು ಪರೀಕ್ಷೆ ನಡೆಸಲಾಗಿತ್ತು. ಒಟ್ಟು 117 ಕೇಂದ್ರಗಳಲ್ಲಿ 54 ಸಾವಿರ ಅಭ್ಯರ್ಥಿಗಳು ಪರೀಕ್ಷೆ ಬರೆದಿದ್ದರು. (984, 974, 1215, 1204)
story-headline: ಪತ್ರಿಕೋದ್ಯಮ ಜನರ ಧ್ವನಿಯಾಗಿ ಎನ್ನುವ ಅಂಬೇಡ್ಕರ್ ಅವರ ಮಾತು ಮೌಲ್ಯವನ್ನು ಕಾಪಾಡಬೇಕು: ಕೆ.ವಿ.ಪ್ರಭಾಕರ್ (90, 999, 689, 1018)
story-headline: ಮುಡಾ ಹಗರಣ ಬೆನ್ನಲ್ಲೇ ಸಿದ್ದರಾಮಯ್ಯಗೆ ಮತ್ತೊಂದು ಕೇಸ್ ಸಂಕಷ್ಟ (201, 657, 578, 677)
dateline: ಬೆಂಗಳೂರು,ಫೆ.03: (757, 802, 847, 817)
professor-photo (984, 144, 1215, 352)
newspaper-masthead (605, 42, 885, 86)
story-body: ರಾಷ್ಟ್ರೀಯ ಹೆದ್ದಾರಿ ಪ್ರಯಾಣಿಕರಿಗೆ ಅನುಕೂಲವಾಗುವಂತೆ ಸಾರಿಗೆ ಸಚಿವಾಲಯವು 'ಏಕರೂಪದ ಟೋಲ್ ನೀತಿ'ಯನ್ನು ಜಾರಿಗೆ ತರಲು ಚಿಂತನೆ ನಡೆಸುತ್ತಿದೆ ಎಂದು ಕೇಂದ್ರ ಸಚಿವ ನಿತಿನ್ ಗಡ್ಕರಿ ಸೋಮವಾರ ಹೇಳಿದ್ದಾರೆ. ಟೋಲ್ ಶುಲ್ಕಗಳು ಮತ್ತು ಕಟ್ಟರ್, ಭಾರಿ ಟ್ರಾಫಿಕ್, ಗುಂಡಿಗಳಂತಹ ಸಮಸ್ಯೆಗಳ ಬಗ್ಗೆ ಸಾಮಾಜಿಕ ಮಾಧ್ಯಮದಲ್ಲಿ ಹೆಚ್ಚುತ್ತಿರುವ ದೂರುಗಳನ್ನು ಗಂಭೀರವಾಗಿ ಪರಿಗಣಿಸಲಾಗಿದೆ. ಪ್ರಸ್ತುತ ರಾಷ್ಟ್ರೀಯ ಹೆದ್ದಾರಿಗಳಲ್ಲಿ ಸುಮಾರು ಶೇ 60 ರಷ್ಟು ದಟ್ಟಣೆಯನ್ನು ಹೊಂದಿದ್ದು, ಟೋಲ್ ಶುಲ್ಕಗಳು ಹೆಚ್ಚಾಗಿವೆ. 2023-24ರಲ್ಲಿ ಭಾರತದಲ್ಲಿ ಒಟ್ಟು ಟೋಲ್ ಸಂಗ್ರಹವು 64,809.86 ಕೋಟಿ ರೂ.ಗೆ ತಲುಪಿದೆ. ಇದು ಹಿಂದಿನ ವರ್ಷಕ್ಕಿಂತ ಶೇ 35 ರಷ್ಟು ಏರಿಕೆಯಾಗಿದೆ. 2019-20ರಲ್ಲಿ 27,503 ಕೋಟಿ ರೂಪಾಯಿ ಸಂಗ್ರಹವಾಗಿತ್ತು. (757, 1334, 976, 1547)
portrait-figure-icon (984, 1332, 1215, 1533)
dateline: ನವದೆಹಲಿ,ಫೆ.03: (757, 1332, 840, 1347)
divider (47, 863, 732, 864)
yellow-dot-icon (954, 2431, 964, 2442)
boat-registration-code: 11 MM 258 (552, 1998, 645, 2017)
story-headline: 545 ಪಿಎಸ್‌ಐ ನೇಮಕಾತಿ ಪರೀಕ್ಷೆ ಹಗರಣ: ವಿಚಾರಣೆಗೆ ಅಶ್ವತ್ ನಾರಾಯಣ ಹಾಜರ್ (824, 757, 1370, 780)
story-body-continued: ರಾಷ್ಟ್ರೀಯ ಹೆದ್ದಾರಿ ಪ್ರಯಾಣಿಕರಿಗೆ ಅನುಕೂಲವಾಗುವಂತೆ ಸಾರಿಗೆ ಸಚಿವಾಲಯವು 'ಏಕರೂಪದ ಟೋಲ್ ನೀತಿ'ಯನ್ನು ಜಾರಿಗೆ ತರಲು ಚಿಂತನೆ ನಡೆಸುತ್ತಿದೆ ಎಂದು ಕೇಂದ್ರ ಸಚಿವ ನಿತಿನ್ ಗಡ್ಕರಿ ಸೋಮವಾರ ಹೇಳಿದ್ದಾರೆ. ಟೋಲ್ ಶುಲ್ಕಗಳು ಮತ್ತು ಕಟ್ಟರ್, ಭಾರಿ ಟ್ರಾಫಿಕ್, ಗುಂಡಿಗಳಂತಹ ಸಮಸ್ಯೆಗಳ ಬಗ್ಗೆ ಸಾಮಾಜಿಕ ಮಾಧ್ಯಮದಲ್ಲಿ ಹೆಚ್ಚುತ್ತಿರುವ ದೂರುಗಳನ್ನು ಗಂಭೀರವಾಗಿ ಪರಿಗಣಿಸಲಾಗಿದೆ. ಪ್ರಸ್ತುತ ರಾಷ್ಟ್ರೀಯ ಹೆದ್ದಾರಿಗಳಲ್ಲಿ ಸುಮಾರು ಶೇ 60 ರಷ್ಟು ದಟ್ಟಣೆಯನ್ನು ಹೊಂದಿದ್ದು, ಟೋಲ್ ಶುಲ್ಕಗಳು ಹೆಚ್ಚಾಗಿವೆ. 2023-24ರಲ್ಲಿ ಭಾರತದಲ್ಲಿ ಒಟ್ಟು ಟೋಲ್ ಸಂಗ್ರಹವು 64,809.86 ಕೋಟಿ ರೂ.ಗೆ ತಲುಪಿದೆ. ಇದು ಹಿಂದಿನ ವರ್ಷಕ್ಕಿಂತ ಶೇ 35 ರಷ್ಟು ಏರಿಕೆಯಾಗಿದೆ. 2019-20ರಲ್ಲಿ 27,503 ಕೋಟಿ ರೂಪಾಯಿ ಸಂಗ್ರಹವಾಗಿತ್ತು. (984, 1542, 1215, 1739)
